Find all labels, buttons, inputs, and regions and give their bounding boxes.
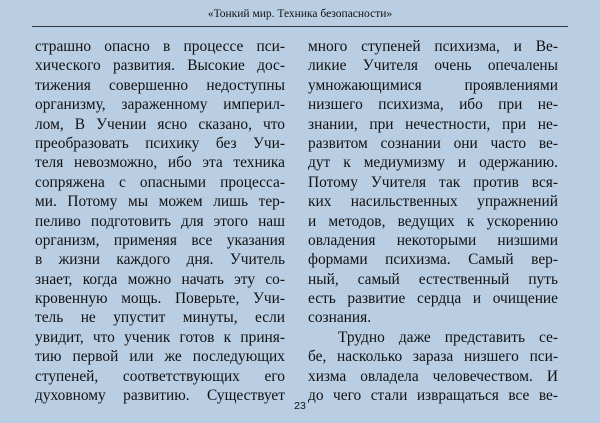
text-line: кровенную мощь. Поверьте, Учи-	[35, 290, 285, 308]
text-line: хического развития. Высокие дос-	[35, 57, 285, 75]
text-line: тель не упустит минуты, если	[35, 309, 285, 327]
text-line: формами психизма. Самый вер-	[308, 251, 558, 269]
text-line: пеливо подготовить для этого наш	[35, 212, 285, 230]
running-title: «Тонкий мир. Техника безопасности»	[207, 8, 393, 20]
text-line: и методов, ведущих к ускорению	[308, 212, 558, 230]
text-line: знании, при нечестности, при не-	[308, 115, 558, 133]
paragraph-first-line: Трудно даже представить се-	[338, 328, 558, 346]
text-line: преобразовать психику без Учи-	[35, 134, 285, 152]
text-line: лом, В Учении ясно сказано, что	[35, 115, 285, 133]
text-line: дут к медиумизму и одержанию.	[308, 154, 558, 172]
left-text-column	[35, 37, 285, 405]
right-text-column	[308, 37, 558, 405]
text-line: много ступеней психизма, и Ве-	[308, 38, 558, 55]
text-line: страшно опасно в процессе пси-	[35, 38, 285, 55]
text-line: бе, насколько зараза низшего пси-	[308, 348, 558, 366]
page-number: 23	[294, 400, 306, 412]
paragraph-end-line: сознания.	[308, 309, 372, 327]
text-line: организму, зараженному империл-	[35, 96, 285, 114]
text-line: умножающимися проявлениями	[308, 76, 558, 94]
text-line: ликие Учителя очень опечалены	[308, 57, 558, 75]
page-header	[0, 0, 600, 29]
text-line: увидит, что ученик готов к приня-	[35, 328, 285, 346]
text-line: теля невозможно, ибо эта техника	[35, 154, 285, 172]
text-line: Потому Учителя так против вся-	[308, 173, 558, 191]
text-line: до чего стали извращаться все ве-	[308, 387, 558, 405]
text-line: ступеней, соответствующих его	[35, 367, 285, 385]
text-line: тию первой или же последующих	[35, 348, 285, 366]
text-line: хизма овладела человечеством. И	[308, 367, 558, 385]
text-line: в жизни каждого дня. Учитель	[35, 251, 285, 269]
text-line: организм, применяя все указания	[35, 231, 285, 249]
text-line: сопряжена с опасными процесса-	[35, 173, 285, 191]
text-line: ми. Потому мы можем лишь тер-	[35, 193, 285, 211]
header-divider	[32, 26, 568, 27]
text-line: есть развитие сердца и очищение	[308, 290, 558, 308]
text-line: тижения совершенно недоступны	[35, 76, 285, 94]
text-line: ких насильственных упражнений	[308, 193, 558, 211]
text-line: ный, самый естественный путь	[308, 270, 558, 288]
text-line: низшего психизма, ибо при не-	[308, 96, 558, 114]
text-line: духовному развитию. Существует	[35, 387, 285, 405]
text-line: знает, когда можно начать эту со-	[35, 270, 285, 288]
text-line: развитом сознании они часто ве-	[308, 134, 558, 152]
text-line: овладения некоторыми низшими	[308, 231, 558, 249]
